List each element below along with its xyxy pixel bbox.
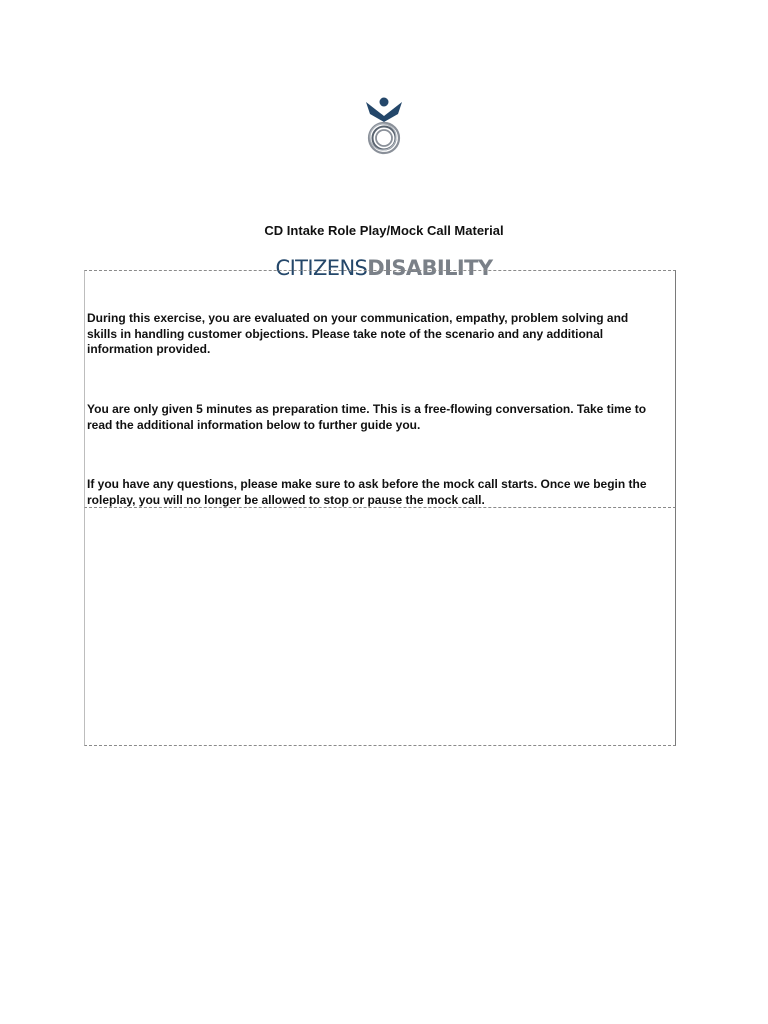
instruction-paragraph-2: You are only given 5 minutes as preparation time. This is a free-flowing conversation. Take time to read the additional information below to further guide you. <box>87 402 647 432</box>
document-title: CD Intake Role Play/Mock Call Material <box>264 223 504 238</box>
instruction-paragraph-1: During this exercise, you are evaluated on your communication, empathy, problem solving and skills in handling customer objections. Please take note of the scenario and any additional information provided. <box>87 311 629 356</box>
logo-wordmark-part1: CITIZENS <box>275 256 368 280</box>
logo-wordmark-part2: DISABILITY <box>367 256 493 280</box>
empty-content-box <box>84 508 676 746</box>
instructions-box <box>84 270 676 508</box>
logo-emblem-icon <box>360 94 408 158</box>
instruction-paragraph-3: If you have any questions, please make sure to ask before the mock call starts. Once we begin the roleplay, you will no longer be allowed to stop or pause the mock call. <box>87 477 647 507</box>
